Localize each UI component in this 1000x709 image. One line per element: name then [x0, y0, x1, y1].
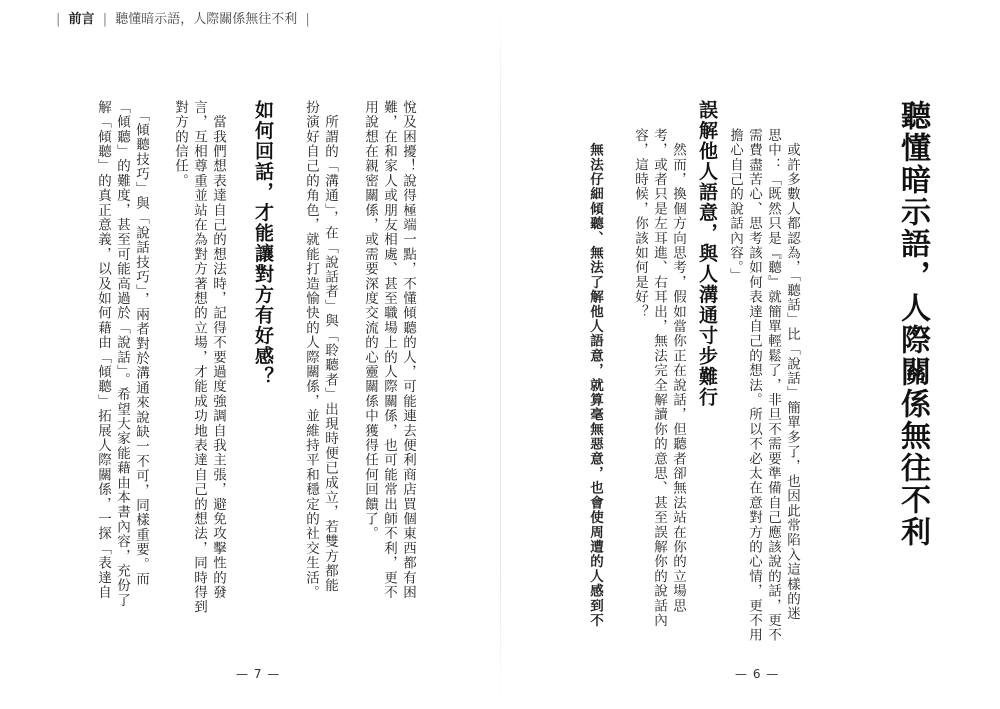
- page-title: 聽懂暗示語，人際關係無往不利: [895, 100, 930, 548]
- emphasis-line: 無法仔細傾聽、無法了解他人語意，就算毫無惡意，也會使周遭的人感到不: [587, 128, 603, 628]
- section-label: 前言: [68, 12, 95, 27]
- paragraph-line: 當我們想表達自己的想法時，記得不要過度強調自我主張，避免攻擊性的發: [210, 100, 226, 600]
- paragraph-line: 扮演好自己的角色，就能打造愉快的人際關係，並維持平和穩定的社交生活。: [303, 100, 319, 600]
- header-divider: |: [305, 12, 310, 27]
- paragraph-line: 思中：「既然只是『聽』就簡單輕鬆了，非旦不需要準備自己應該說的話，更不: [765, 128, 781, 643]
- paragraph-line: 需費盡苦心、思考該如何表達自己的想法。所以不必太在意對方的心情，更不用: [746, 128, 762, 643]
- header-divider: |: [56, 12, 61, 27]
- paragraph-line: 容，這時候，你該如何是好？: [632, 128, 648, 320]
- paragraph-line: 或許多數人都認為，「聽話」比「說話」簡單多了，也因此常陷入這樣的迷: [784, 128, 800, 622]
- paragraph-line: 然而，換個方向思考，假如當你正在說話，但聽者卻無法站在你的立場思: [670, 128, 686, 614]
- paragraph-line: 用說想在親密關係，或需要深度交流的心靈關係中獲得任何回饋了。: [362, 100, 378, 541]
- page-number: — 6 —: [735, 667, 780, 681]
- page-number: — 7 —: [236, 667, 281, 681]
- paragraph-line: 「傾聽」的難度，甚至可能高過於「說話」。希望大家能藉由本書內容，充份了: [114, 100, 130, 608]
- paragraph-line: 考，或者只是左耳進、右耳出，無法完全解讀你的意思、甚至誤解你的說話內: [651, 128, 667, 628]
- paragraph-line: 「傾聽技巧」與「說話技巧」，兩者對於溝通來說缺一不可，同樣重要。而: [133, 100, 149, 587]
- section-heading: 誤解他人語意，與人溝通寸步難行: [696, 100, 718, 408]
- paragraph-line: 言，互相尊重並站在為對方著想的立場，才能成功地表達自己的想法，同時得到: [191, 100, 207, 615]
- section-heading: 如何回話，才能讓對方有好感？: [252, 100, 274, 387]
- header-divider: |: [102, 12, 108, 27]
- paragraph-line: 擔心自己的說話內容。」: [727, 128, 743, 283]
- paragraph-line: 所謂的「溝通」，在「說話者」與「聆聽者」出現時便已成立，若雙方都能: [322, 100, 338, 594]
- paragraph-line: 難，在和家人或朋友相處、甚至職場上的人際關係，也可能常出師不利，更不: [381, 100, 397, 600]
- running-header: [52, 8, 314, 27]
- paragraph-line: 解「傾聽」的真正意義，以及如何藉由「傾聽」拓展人際關係，一探「表達自: [95, 100, 111, 600]
- spine-shadow: [500, 0, 501, 709]
- paragraph-line: 悅及困擾！說得極端一點，不懂傾聽的人，可能連去便利商店買個東西都有困: [400, 100, 416, 600]
- paragraph-line: 對方的信任。: [172, 100, 188, 189]
- chapter-title: 聽懂暗示語，人際關係無往不利: [115, 12, 298, 27]
